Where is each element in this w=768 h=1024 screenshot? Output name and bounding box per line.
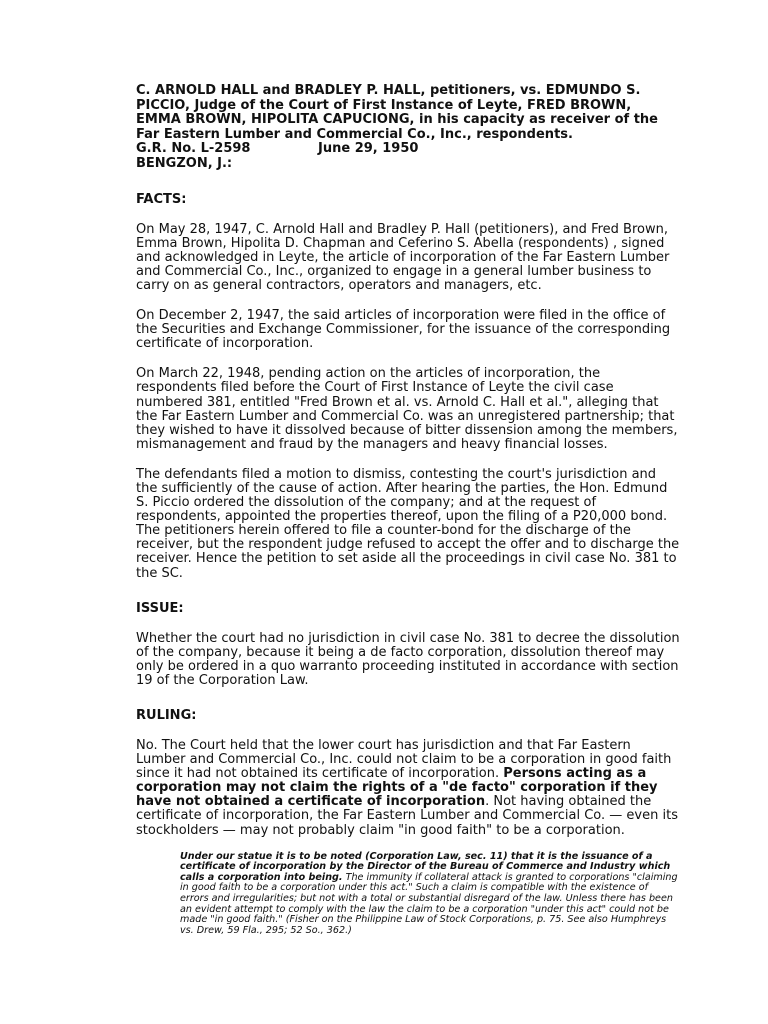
facts-paragraph-3: On March 22, 1948, pending action on the articles of incorporation, the respondents filed before the Court of First Instance of Leyte the civil case numbered 381, entitled "Fred Brown et al. vs. Arnold C. Hall et al.", alleging that the Far Eastern Lumber and Commercial Co. was an unregistered partnership; that they wished to have it dissolved because of bitter dissension among the members, mismanagement and fraud by the managers and heavy financial losses. <box>136 366 678 452</box>
facts-heading: FACTS: <box>136 191 187 207</box>
decision-date: June 29, 1950 <box>318 141 419 157</box>
ruling-doctrine-bold: Persons acting as a corporation may not claim the rights of a "de facto" corporation if they have not obtained a certificate of incorporation <box>136 766 658 810</box>
case-caption <box>136 84 680 172</box>
issue-heading: ISSUE: <box>136 600 184 616</box>
ruling-text-end: . Not having obtained the certificate of incorporation, the Far Eastern Lumber and Commercial Co. — even its stockholders — may not probably claim "in good faith" to be a corporation. <box>136 794 678 838</box>
document-page <box>136 84 680 936</box>
case-title: C. ARNOLD HALL and BRADLEY P. HALL, petitioners, vs. EDMUNDO S. PICCIO, Judge of the Court of First Instance of Leyte, FRED BROWN, EMMA BROWN, HIPOLITA CAPUCIONG, in his capacity as receiver of the Far Eastern Lumber and Commercial Co., Inc., respondents. <box>136 83 658 142</box>
block-quote <box>180 852 678 937</box>
quote-rest: The immunity if collateral attack is granted to corporations "claiming in good faith to be a corporation under this act." Such a claim is compatible with the existence of errors and irregularities; but not with a total or substantial disregard of the law. Unless there has been an evident attempt to comply with the law the claim to be a corporation "under this act" could not be made "in good faith." (Fisher on the Philippine Law of Stock Corporations, p. 75. See also Humphreys vs. Drew, 59 Fla., 295; 52 So., 362.) <box>180 871 678 936</box>
ruling-text-start: No. The Court held that the lower court has jurisdiction and that Far Eastern Lumber and Commercial Co., Inc. could not claim to be a corporation in good faith since it had not obtained its certificate of incorporation. <box>136 738 672 782</box>
case-number-line <box>136 142 680 157</box>
quote-bold: Under our statue it is to be noted (Corporation Law, sec. 11) that it is the issuance of a certificate of incorporation by the Director of the Bureau of Commerce and Industry which calls a corporation into being. <box>180 850 671 883</box>
facts-paragraph-4: The defendants filed a motion to dismiss, contesting the court's jurisdiction and the sufficiently of the cause of action. After hearing the parties, the Hon. Edmund S. Piccio ordered the dissolution of the company; and at the request of respondents, appointed the properties thereof, upon the filing of a P20,000 bond. The petitioners herein offered to file a counter-bond for the discharge of the receiver, but the respondent judge refused to accept the offer and to discharge the receiver. Hence the petition to set aside all the proceedings in civil case No. 381 to the SC. <box>136 466 680 581</box>
gr-number: G.R. No. L-2598 <box>136 141 251 157</box>
ponente: BENGZON, J.: <box>136 155 233 171</box>
ruling-heading: RULING: <box>136 708 197 723</box>
facts-paragraph-2: On December 2, 1947, the said articles of incorporation were filed in the office of the Securities and Exchange Commissioner, for the issuance of the corresponding certificate of incorporation. <box>136 308 671 352</box>
facts-paragraph-1: On May 28, 1947, C. Arnold Hall and Bradley P. Hall (petitioners), and Fred Brown, Emma Brown, Hipolita D. Chapman and Ceferino S. Abella (respondents) , signed and acknowledged in Leyte, the article of incorporation of the Far Eastern Lumber and Commercial Co., Inc., organized to engage in a general lumber business to carry on as general contractors, operators and managers, etc. <box>136 221 670 293</box>
issue-paragraph: Whether the court had no jurisdiction in civil case No. 381 to decree the dissolution of the company, because it being a de facto corporation, dissolution thereof may only be ordered in a quo warranto proceeding instituted in accordance with section 19 of the Corporation Law. <box>136 630 680 688</box>
ruling-paragraph <box>136 739 680 838</box>
